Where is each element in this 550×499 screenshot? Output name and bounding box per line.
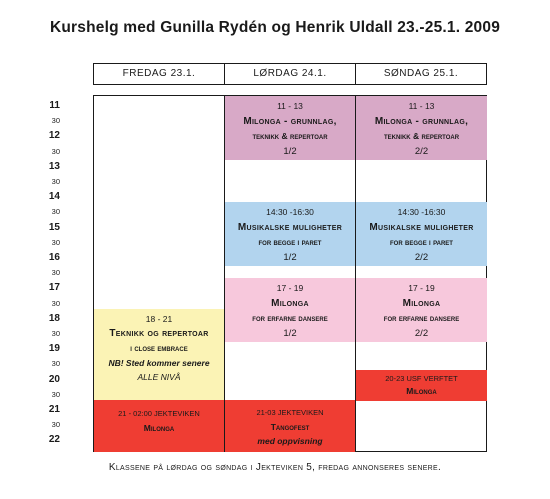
time-label-half: 30	[51, 268, 60, 278]
time-label-hour: 16	[48, 252, 60, 263]
block-sub: for erfarne dansere	[252, 313, 328, 323]
block-part: 2/2	[414, 328, 429, 339]
time-label-half: 30	[51, 207, 60, 217]
block-sub: for begge i paret	[258, 237, 322, 247]
block-name: Milonga	[143, 423, 175, 433]
block-part: 1/2	[283, 328, 297, 339]
schedule-grid	[93, 95, 487, 452]
time-label-hour: 15	[48, 221, 60, 233]
time-label-half: 30	[51, 298, 60, 308]
block-fri-milonga[interactable]	[94, 400, 224, 452]
block-time: 17 - 19	[408, 283, 435, 293]
time-label-half: 30	[51, 389, 60, 399]
block-time: 11 - 13	[277, 101, 303, 111]
day-header-friday: FREDAG 23.1.	[122, 68, 196, 79]
block-note: NB! Sted kommer senere	[108, 357, 210, 368]
block-time: 21-03 JEKTEVIKEN	[256, 408, 324, 417]
block-sat-musikalske[interactable]	[225, 202, 355, 266]
block-sun-milonga-evening[interactable]	[356, 370, 487, 401]
time-label-half: 30	[51, 329, 60, 338]
time-label-hour: 14	[48, 191, 60, 203]
time-label-hour: 21	[48, 404, 60, 415]
block-name: Milonga	[271, 298, 309, 309]
block-fri-teknikk[interactable]	[94, 309, 224, 400]
time-label-half: 30	[51, 177, 60, 186]
block-part: 2/2	[414, 252, 429, 263]
block-time: 18 - 21	[145, 314, 173, 324]
block-sub: teknikk & repertoar	[252, 131, 328, 141]
time-label-half: 30	[51, 359, 60, 369]
time-label-half: 30	[51, 237, 60, 247]
block-name: Musikalske muligheter	[369, 222, 474, 233]
block-sun-erfarne[interactable]	[356, 278, 487, 342]
block-sub: med oppvisning	[257, 436, 323, 446]
block-level: ALLE NIVÅ	[137, 372, 181, 382]
block-part: 2/2	[414, 146, 429, 157]
block-time: 21 - 02:00 JEKTEVIKEN	[118, 409, 200, 418]
block-sat-erfarne[interactable]	[225, 278, 355, 342]
block-part: 1/2	[283, 146, 297, 157]
block-name: Milonga	[402, 298, 441, 309]
block-name: Teknikk og repertoar	[109, 327, 209, 339]
block-sat-milonga[interactable]	[225, 96, 355, 160]
block-name: Musikalske muligheter	[237, 222, 343, 233]
time-label-hour: 11	[49, 100, 60, 111]
block-time: 14:30 -16:30	[266, 207, 314, 217]
day-header-saturday: LØRDAG 24.1.	[224, 64, 355, 84]
block-sub: for erfarne dansere	[383, 313, 460, 323]
block-sun-milonga[interactable]	[356, 96, 487, 160]
block-sub: for begge i paret	[390, 237, 453, 247]
block-part: 1/2	[283, 252, 297, 263]
footer-note: Klassene på lørdag og søndag i Jekteviken 5, fredag annonseres senere.	[108, 462, 442, 473]
time-label-hour: 12	[48, 130, 60, 142]
time-label-half: 30	[51, 116, 60, 126]
block-time: 11 - 13	[408, 101, 435, 111]
time-label-half: 30	[51, 146, 60, 156]
block-sun-musikalske[interactable]	[356, 202, 487, 266]
page-title: Kurshelg med Gunilla Rydén og Henrik Uldall 23.-25.1. 2009	[49, 19, 501, 36]
day-header-row	[93, 63, 487, 85]
block-sub: i close embrace	[130, 343, 188, 353]
time-label-hour: 22	[48, 434, 60, 446]
block-name: Milonga - grunnlag,	[243, 116, 337, 127]
time-label-half: 30	[51, 420, 60, 430]
time-label-hour: 20	[48, 373, 60, 385]
block-name: Tangofest	[270, 422, 310, 432]
block-time: 20-23 USF VERFTET	[385, 374, 458, 383]
block-sat-tangofest[interactable]	[225, 400, 355, 452]
time-label-hour: 17	[48, 282, 60, 294]
time-label-hour: 13	[48, 160, 60, 172]
time-label-hour: 18	[48, 312, 60, 324]
day-header-sunday: SØNDAG 25.1.	[355, 64, 486, 84]
block-name: Milonga	[406, 386, 437, 396]
block-time: 14:30 -16:30	[397, 207, 446, 217]
block-name: Milonga - grunnlag,	[374, 116, 469, 127]
time-label-hour: 19	[48, 343, 60, 355]
block-time: 17 - 19	[276, 283, 304, 293]
block-sub: teknikk & repertoar	[383, 131, 460, 141]
